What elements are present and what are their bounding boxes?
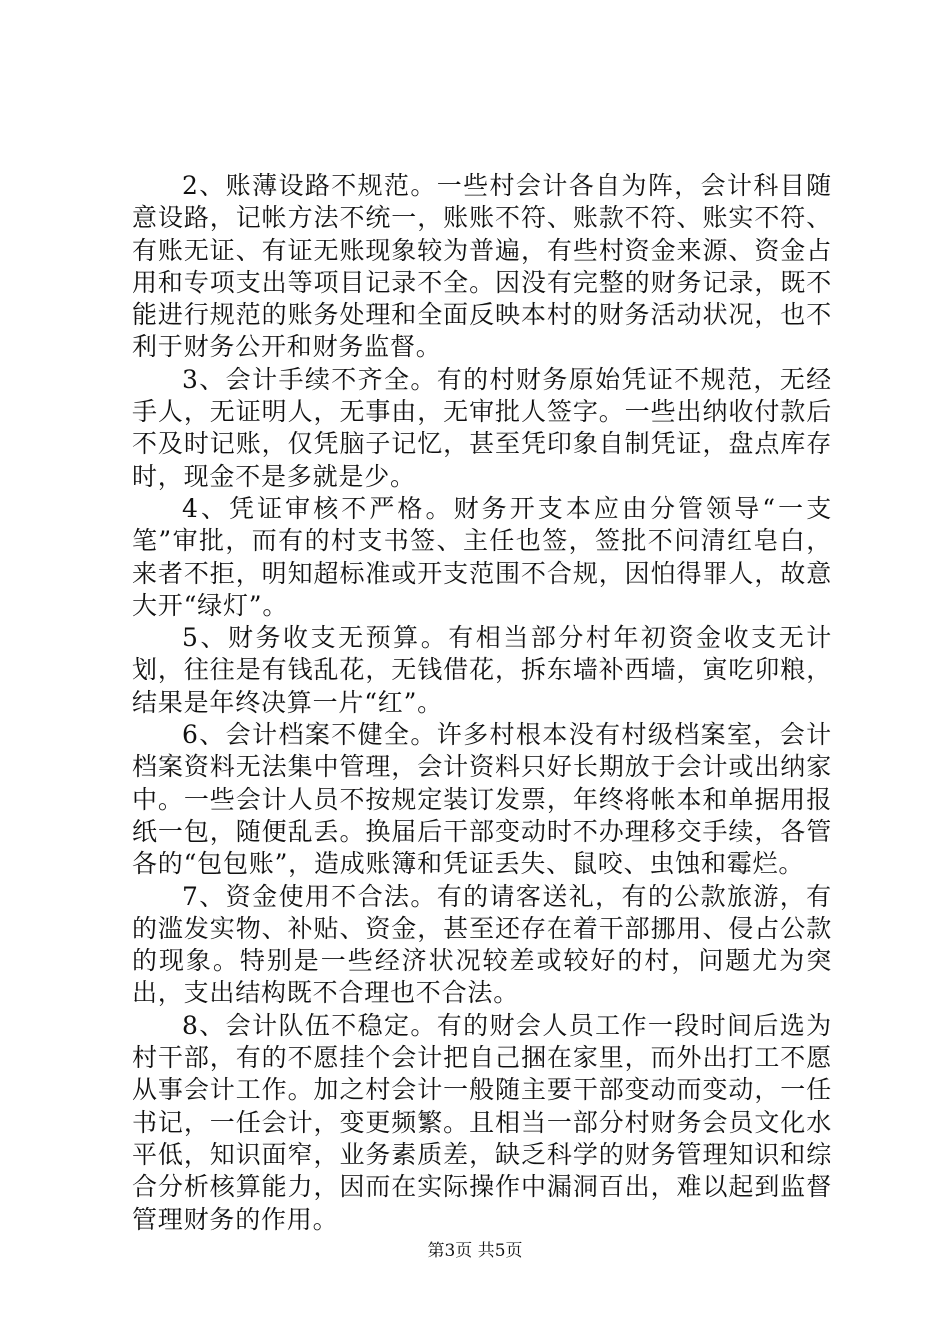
paragraph-7: 7、资金使用不合法。有的请客送礼，有的公款旅游，有的滥发实物、补贴、资金，甚至还存在着干部挪用、侵占公款的现象。特别是一些经济状况较差或较好的村，问题尤为突出，支出结构既不合理也不合法。 (132, 881, 832, 1008)
paragraph-6: 6、会计档案不健全。许多村根本没有村级档案室，会计档案资料无法集中管理，会计资料只好长期放于会计或出纳家中。一些会计人员不按规定装订发票，年终将帐本和单据用报纸一包，随便乱丢。换届后干部变动时不办理移交手续，各管各的“包包账”，造成账簿和凭证丢失、鼠咬、虫蚀和霉烂。 (132, 720, 832, 879)
paragraph-2: 2、账薄设路不规范。一些村会计各自为阵，会计科目随意设路，记帐方法不统一，账账不符、账款不符、账实不符、有账无证、有证无账现象较为普遍，有些村资金来源、资金占用和专项支出等项目记录不全。因没有完整的财务记录，既不能进行规范的账务处理和全面反映本村的财务活动状况，也不利于财务公开和财务监督。 (132, 171, 832, 362)
paragraph-4: 4、凭证审核不严格。财务开支本应由分管领导“一支笔”审批，而有的村支书签、主任也签，签批不问清红皂白，来者不拒，明知超标准或开支范围不合规，因怕得罪人，故意大开“绿灯”。 (132, 493, 832, 620)
paragraph-8: 8、会计队伍不稳定。有的财会人员工作一段时间后选为村干部，有的不愿挂个会计把自己捆在家里，而外出打工不愿从事会计工作。加之村会计一般随主要干部变动而变动，一任书记，一任会计，变更频繁。且相当一部分村财务会员文化水平低，知识面窄，业务素质差，缺乏科学的财务管理知识和综合分析核算能力，因而在实际操作中漏洞百出，难以起到监督管理财务的作用。 (132, 1010, 832, 1234)
paragraph-5: 5、财务收支无预算。有相当部分村年初资金收支无计划，往往是有钱乱花，无钱借花，拆东墙补西墙，寅吃卯粮，结果是年终决算一片“红”。 (132, 623, 832, 717)
paragraph-3: 3、会计手续不齐全。有的村财务原始凭证不规范，无经手人，无证明人，无事由，无审批人签字。一些出纳收付款后不及时记账，仅凭脑子记忆，甚至凭印象自制凭证，盘点库存时，现金不是多就是少。 (132, 364, 832, 491)
document-body (132, 170, 832, 1236)
page-footer: 第3页 共5页 (427, 1241, 523, 1261)
